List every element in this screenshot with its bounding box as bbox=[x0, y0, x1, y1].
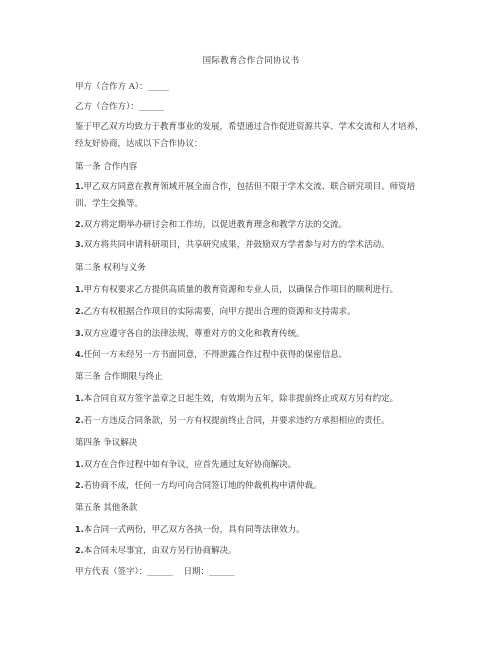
clause-text: 甲乙双方同意在教育领域开展全面合作，包括但不限于学术交流、联合研究项目、师资培训、学生交换等。 bbox=[75, 182, 416, 209]
preamble-paragraph: 鉴于甲乙双方均致力于教育事业的发展，希望通过合作促进资源共享、学术交流和人才培养，经友好协商，达成以下合作协议： bbox=[75, 122, 424, 149]
clause-item bbox=[75, 393, 430, 405]
clause-item bbox=[75, 459, 430, 471]
clause-number: 1. bbox=[75, 394, 84, 403]
document-title: 国际教育合作合同协议书 bbox=[202, 56, 300, 66]
section-heading: 第五条 其他条款 bbox=[75, 503, 138, 513]
clause-item bbox=[75, 178, 430, 213]
clause-item bbox=[75, 328, 430, 340]
party-a-line: 甲方（合作方 A）：_____ bbox=[75, 82, 169, 92]
clause-number: 1. bbox=[75, 460, 84, 469]
clause-item bbox=[75, 480, 430, 492]
clause-text: 双方应遵守各自的法律法规，尊重对方的文化和教育传统。 bbox=[83, 329, 305, 339]
clause-number: 2. bbox=[75, 481, 84, 490]
clause-text: 本合同一式两份，甲乙双方各执一份，具有同等法律效力。 bbox=[83, 525, 305, 535]
clause-text: 任何一方未经另一方书面同意，不得泄露合作过程中获得的保密信息。 bbox=[83, 350, 348, 360]
clause-item bbox=[75, 284, 430, 296]
clause-text: 本合同未尽事宜，由双方另行协商解决。 bbox=[83, 546, 237, 556]
clause-text: 甲方有权要求乙方提供高质量的教育资源和专业人员，以确保合作项目的顺利进行。 bbox=[83, 285, 399, 295]
clause-number: 3. bbox=[75, 240, 84, 249]
section-heading: 第四条 争议解决 bbox=[75, 438, 138, 448]
clause-text: 若一方违反合同条款，另一方有权提前终止合同，并要求违约方承担相应的责任。 bbox=[83, 416, 390, 426]
clause-text: 双方在合作过程中如有争议，应首先通过友好协商解决。 bbox=[83, 460, 297, 470]
clause-text: 双方将定期举办研讨会和工作坊，以促进教育理念和教学方法的交流。 bbox=[83, 220, 348, 230]
clause-number: 2. bbox=[75, 307, 84, 316]
clause-number: 4. bbox=[75, 350, 84, 359]
clause-item bbox=[75, 239, 430, 251]
clause-item bbox=[75, 524, 430, 536]
clause-number: 1. bbox=[75, 285, 84, 294]
section-heading: 第二条 权利与义务 bbox=[75, 263, 146, 273]
clause-item bbox=[75, 219, 430, 231]
section-heading: 第三条 合作期限与终止 bbox=[75, 372, 163, 382]
clause-item bbox=[75, 415, 430, 427]
clause-item bbox=[75, 545, 430, 557]
clause-number: 2. bbox=[75, 220, 84, 229]
section-heading: 第一条 合作内容 bbox=[75, 162, 138, 172]
clause-item bbox=[75, 306, 430, 318]
clause-number: 3. bbox=[75, 329, 84, 338]
signature-line: 甲方代表（签字）：______ 日期：______ bbox=[75, 567, 235, 577]
clause-number: 2. bbox=[75, 546, 84, 555]
clause-item bbox=[75, 349, 430, 361]
clause-text: 本合同自双方签字盖章之日起生效，有效期为五年，除非提前终止或双方另有约定。 bbox=[83, 394, 399, 404]
party-b-line: 乙方（合作方）：______ bbox=[75, 102, 165, 112]
clause-text: 若协商不成，任何一方均可向合同签订地的仲裁机构申请仲裁。 bbox=[83, 481, 322, 491]
clause-text: 双方将共同申请科研项目，共享研究成果，并鼓励双方学者参与对方的学术活动。 bbox=[83, 240, 390, 250]
clause-number: 2. bbox=[75, 416, 84, 425]
clause-number: 1. bbox=[75, 182, 84, 191]
clause-number: 1. bbox=[75, 525, 84, 534]
clause-text: 乙方有权根据合作项目的实际需要，向甲方提出合理的资源和支持需求。 bbox=[83, 307, 356, 317]
